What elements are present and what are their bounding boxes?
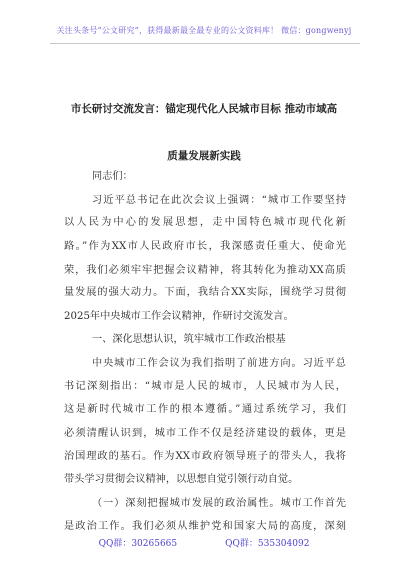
- body-line-13: 带头学习贯彻会议精神，以思想自觉引领行动自觉。: [64, 474, 299, 485]
- section-heading-1: 一、深化思想认识，筑牢城市工作政治根基: [92, 334, 286, 345]
- body-line-9: 书记深刻指出：“城市是人民的城市，人民城市为人民，: [64, 381, 346, 392]
- body-line-6: 2025年中央城市工作会议精神，作研讨交流发言。: [64, 311, 294, 322]
- body-line-15: 是政治工作。我们必须从维护党和国家大局的高度，深刻: [64, 521, 346, 532]
- body-line-4: 荣，我们必须牢牢把握会议精神，将其转化为推动XX高质: [64, 265, 346, 276]
- header-banner: 关注头条号“公文研究”，获得最新最全最专业的公文资料库！ 微信：gongwenyj: [56, 26, 352, 35]
- body-line-salutation: 同志们：: [92, 171, 133, 182]
- document-title-line-1: 市长研讨交流发言：锚定现代化人民城市目标 推动市域高: [70, 103, 338, 115]
- body-line-2: 以人民为中心的发展思想，走中国特色城市现代化新: [64, 217, 346, 228]
- document-title-line-2: 质量发展新实践: [167, 150, 241, 162]
- body-line-10: 这是新时代城市工作的根本遵循。”通过系统学习，我们: [64, 404, 346, 415]
- body-line-14: （一）深刻把握城市发展的政治属性。城市工作首先: [92, 498, 346, 509]
- header-divider: [50, 43, 360, 44]
- footer-qq-groups: [0, 536, 408, 549]
- body-line-11: 必须清醒认识到，城市工作不仅是经济建设的载体，更是: [64, 428, 346, 439]
- body-line-5: 量发展的强大动力。下面，我结合XX实际，围绕学习贯彻: [64, 287, 346, 298]
- body-line-1: 习近平总书记在此次会议上强调：“城市工作要坚持: [92, 195, 346, 206]
- footer-qq-group-2: QQ群：535304092: [225, 539, 310, 549]
- body-line-8: 中央城市工作会议为我们指明了前进方向。习近平总: [92, 358, 346, 369]
- body-line-12: 治国理政的基石。作为XX市政府领导班子的带头人，我将: [64, 451, 346, 462]
- footer-qq-group-1: QQ群：30265665: [98, 539, 178, 549]
- body-line-3: 路。”作为XX市人民政府市长，我深感责任重大、使命光: [64, 241, 346, 252]
